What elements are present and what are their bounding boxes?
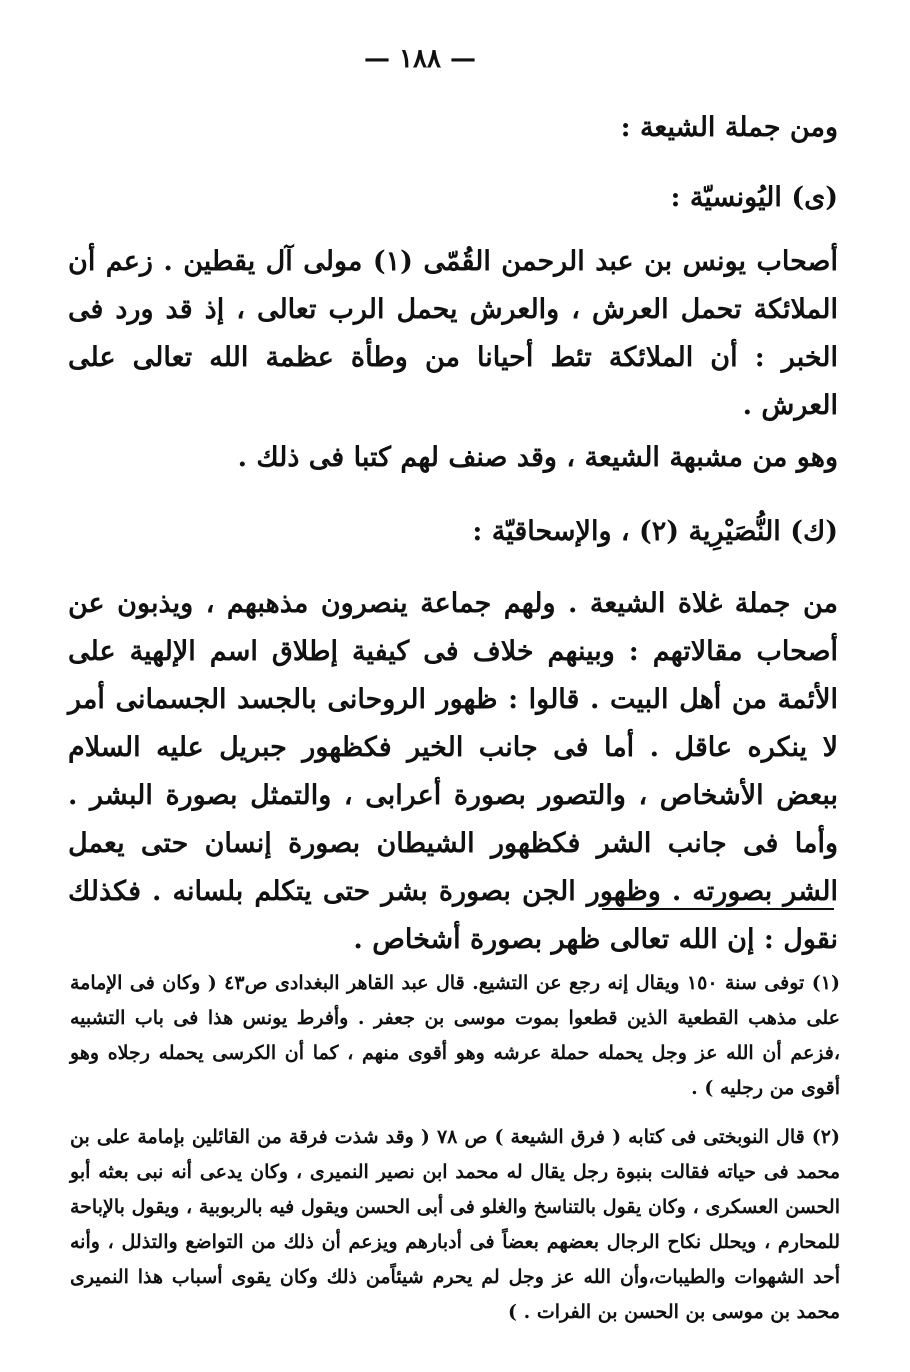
footnote-2: (٢) قال النوبختى فى كتابه ( فرق الشيعة ) ص ٧٨ ( وقد شذت فرقة من القائلين بإمامة على بن محمد فى حياته فقالت بنبوة رجل يقال له محمد ابن نصير النميرى ، وكان يدعى أنه نبى بعثه أبو الحسن العسكرى ، وكان يقول بالتناسخ والغلو فى أبى الحسن ويقول فيه بالربوبية ، ويقول بالإباحة للمحارم ، ويحلل نكاح الرجال بعضهم بعضاً فى أدبارهم ويزعم أن ذلك من التواضع والتذلل ، وأنه أحد الشهوات والطيبات،وأن الله عز وجل لم يحرم شيئاًمن ذلك وكان يقوى أسباب هذا النميرى محمد بن موسى بن الحسن بن الفرات . ) (70, 1126, 841, 1323)
section-heading-shia: ومن جملة الشيعة : (620, 112, 838, 143)
section-heading-nusayriyya: (ك) النُّصَيْرِية (٢) ، والإسحاقيّة : (472, 516, 838, 547)
section-heading-yunusiyya: (ى) اليُونسيّة : (670, 182, 838, 213)
paragraph-nusayriyya: من جملة غلاة الشيعة . ولهم جماعة ينصرون مذهبهم ، ويذبون عن أصحاب مقالاتهم : وبينهم خلاف فى كيفية إطلاق اسم الإلهية على الأئمة من أهل البيت . قالوا : ظهور الروحانى بالجسد الجسمانى أمر لا ينكره عاقل . أما فى جانب الخير فكظهور جبريل عليه السلام ببعض الأشخاص ، والتصور بصورة أعرابى ، والتمثل بصورة البشر . وأما فى جانب الشر فكظهور الشيطان بصورة إنسان حتى يعمل الشر بصورته . وظهور الجن بصورة بشر حتى يتكلم بلسانه . فكذلك نقول : إن الله تعالى ظهر بصورة أشخاص . (68, 588, 838, 955)
page-number: — ١٨٨ — (363, 44, 477, 74)
paragraph-mushabbiha: وهو من مشبهة الشيعة ، وقد صنف لهم كتبا فى ذلك . (237, 442, 838, 473)
paragraph-yunusiyya: أصحاب يونس بن عبد الرحمن القُمّى (١) مولى آل يقطين . زعم أن الملائكة تحمل العرش ، والعرش يحمل الرب تعالى ، إذ قد ورد فى الخبر : أن الملائكة تئط أحيانا من وطأة عظمة الله تعالى على العرش . (68, 246, 838, 421)
footnote-separator (602, 908, 834, 910)
footnote-1: (١) توفى سنة ١٥٠ ويقال إنه رجع عن التشيع. قال عبد القاهر البغدادى ص٤٣ ( وكان فى الإمامة على مذهب القطعية الذين قطعوا بموت موسى بن جعفر . وأفرط يونس هذا فى باب التشبيه ،فزعم أن الله عز وجل يحمله حملة عرشه وهو أقوى منهم ، كما أن الكرسى يحمله رجلاه وهو أقوى من رجليه ) . (70, 972, 840, 1099)
